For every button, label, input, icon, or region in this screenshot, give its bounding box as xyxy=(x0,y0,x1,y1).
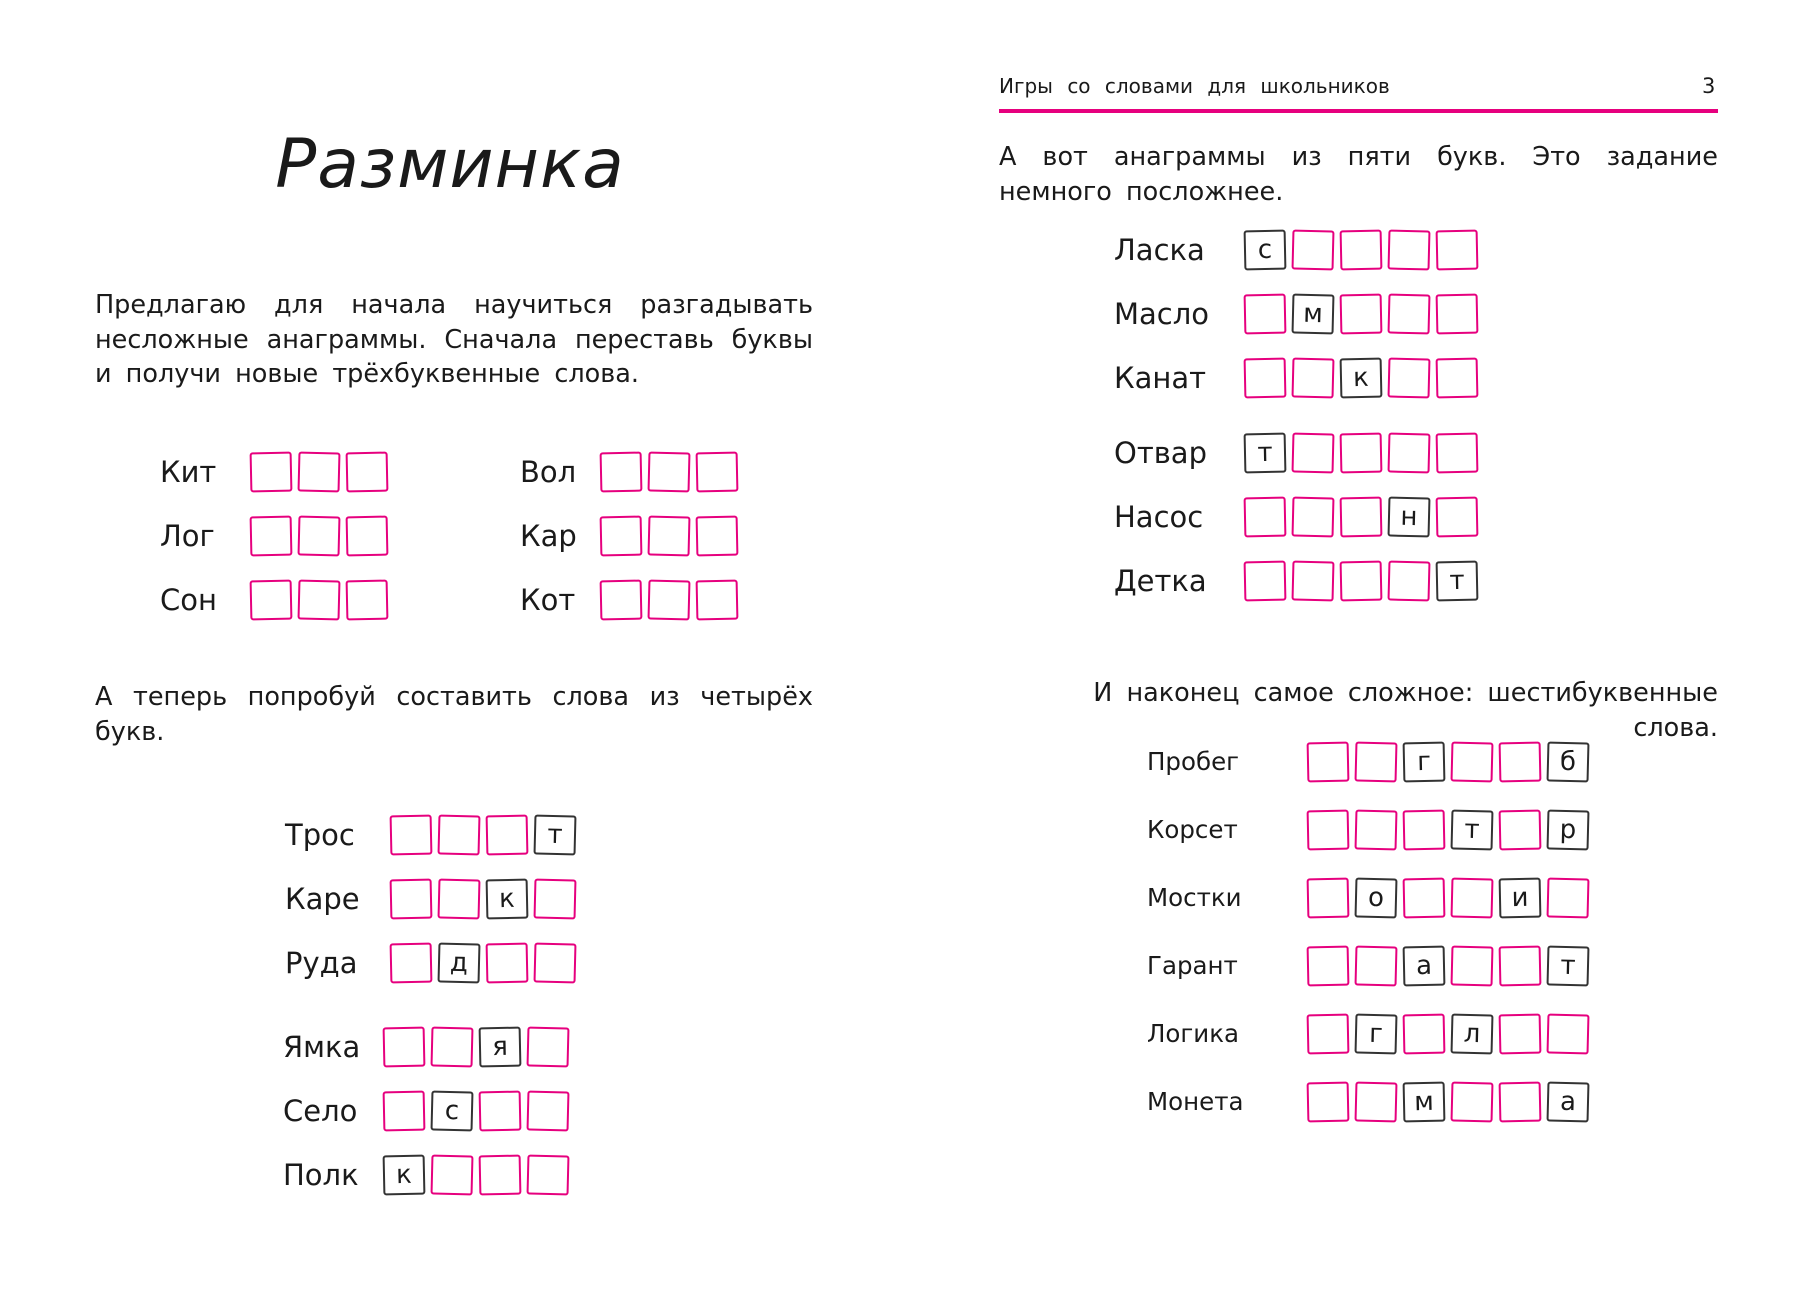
letter-box[interactable] xyxy=(390,879,433,920)
letter-box[interactable] xyxy=(479,1155,522,1196)
letter-box[interactable] xyxy=(1547,1013,1590,1054)
letter-box[interactable] xyxy=(390,815,433,856)
letter-box[interactable] xyxy=(1355,741,1398,782)
letter-boxes xyxy=(600,580,744,620)
anagram-word: Кот xyxy=(520,583,576,617)
anagram-word: Сон xyxy=(160,583,217,617)
letter-boxes xyxy=(383,1155,575,1195)
letter-box[interactable] xyxy=(1436,497,1479,538)
letter-box[interactable] xyxy=(1292,560,1335,601)
letter-box[interactable] xyxy=(1292,357,1335,398)
letter-boxes xyxy=(1307,1082,1595,1122)
letter-box[interactable] xyxy=(1388,357,1431,398)
anagram-word: Трос xyxy=(285,818,355,852)
letter-box[interactable] xyxy=(534,942,577,983)
letter-box[interactable] xyxy=(1388,560,1431,601)
letter-box[interactable] xyxy=(383,1027,426,1068)
letter-hint-box: г xyxy=(1403,742,1446,783)
letter-box[interactable] xyxy=(1307,742,1350,783)
letter-hint-box: о xyxy=(1355,877,1398,918)
anagram-word: Насос xyxy=(1114,500,1204,534)
anagram-word: Гарант xyxy=(1147,951,1238,980)
letter-hint-box: а xyxy=(1547,1081,1590,1122)
letter-hint-box: и xyxy=(1499,878,1542,919)
letter-box[interactable] xyxy=(346,516,389,557)
letter-hint-box: м xyxy=(1403,1082,1446,1123)
five-letter-intro: А вот анаграммы из пяти букв. Это задание немного посложнее. xyxy=(999,142,1718,207)
letter-boxes xyxy=(1244,230,1484,270)
letter-hint-box: т xyxy=(1451,809,1494,850)
letter-boxes xyxy=(1244,358,1484,398)
letter-box[interactable] xyxy=(1307,1014,1350,1055)
letter-box[interactable] xyxy=(1292,496,1335,537)
letter-box[interactable] xyxy=(1499,742,1542,783)
letter-box[interactable] xyxy=(438,814,481,855)
page-title: Разминка xyxy=(275,125,625,204)
letter-box[interactable] xyxy=(1547,877,1590,918)
letter-boxes xyxy=(600,516,744,556)
letter-boxes xyxy=(600,452,744,492)
anagram-word: Мостки xyxy=(1147,883,1242,912)
anagram-word: Логика xyxy=(1147,1019,1240,1048)
letter-box[interactable] xyxy=(1340,433,1383,474)
letter-boxes xyxy=(1244,433,1484,473)
letter-box[interactable] xyxy=(1355,1081,1398,1122)
letter-hint-box: м xyxy=(1292,293,1335,334)
letter-box[interactable] xyxy=(1307,810,1350,851)
letter-box[interactable] xyxy=(648,451,691,492)
letter-box[interactable] xyxy=(1436,358,1479,399)
letter-box[interactable] xyxy=(346,580,389,621)
letter-boxes xyxy=(390,879,582,919)
letter-box[interactable] xyxy=(1307,878,1350,919)
letter-hint-box: р xyxy=(1547,809,1590,850)
running-header: Игры со словами для школьников xyxy=(999,74,1390,98)
anagram-word: Ласка xyxy=(1114,233,1205,267)
four-letter-intro: А теперь попробуй составить слова из четырёх букв. xyxy=(95,682,813,747)
letter-box[interactable] xyxy=(1436,294,1479,335)
letter-box[interactable] xyxy=(600,580,643,621)
letter-box[interactable] xyxy=(1244,294,1287,335)
letter-box[interactable] xyxy=(527,1026,570,1067)
letter-hint-box: с xyxy=(431,1090,474,1131)
anagram-word: Ямка xyxy=(283,1030,361,1064)
letter-box[interactable] xyxy=(298,451,341,492)
letter-box[interactable] xyxy=(534,878,577,919)
letter-boxes xyxy=(1307,742,1595,782)
letter-boxes xyxy=(250,516,394,556)
letter-hint-box: я xyxy=(479,1027,522,1068)
letter-boxes xyxy=(1307,878,1595,918)
letter-box[interactable] xyxy=(390,943,433,984)
anagram-word: Корсет xyxy=(1147,815,1238,844)
six-letter-intro: И наконец самое сложное: шестибуквенные слова. xyxy=(1093,678,1718,743)
letter-box[interactable] xyxy=(1451,1081,1494,1122)
letter-box[interactable] xyxy=(486,815,529,856)
letter-boxes xyxy=(390,815,582,855)
letter-box[interactable] xyxy=(696,452,739,493)
letter-box[interactable] xyxy=(1403,878,1446,919)
letter-box[interactable] xyxy=(431,1154,474,1195)
letter-box[interactable] xyxy=(1451,945,1494,986)
letter-hint-box: т xyxy=(1436,561,1479,602)
letter-boxes xyxy=(1307,810,1595,850)
letter-hint-box: с xyxy=(1244,230,1287,271)
letter-box[interactable] xyxy=(1340,497,1383,538)
letter-box[interactable] xyxy=(479,1091,522,1132)
letter-box[interactable] xyxy=(1340,230,1383,271)
letter-box[interactable] xyxy=(1451,877,1494,918)
letter-box[interactable] xyxy=(648,515,691,556)
anagram-word: Детка xyxy=(1114,564,1207,598)
anagram-word: Кар xyxy=(520,519,577,553)
letter-box[interactable] xyxy=(1292,432,1335,473)
anagram-word: Руда xyxy=(285,946,358,980)
letter-hint-box: к xyxy=(383,1155,426,1196)
letter-box[interactable] xyxy=(1355,809,1398,850)
anagram-word: Лог xyxy=(160,519,215,553)
anagram-word: Каре xyxy=(285,882,360,916)
letter-hint-box: т xyxy=(1244,433,1287,474)
anagram-word: Монета xyxy=(1147,1087,1244,1116)
letter-box[interactable] xyxy=(648,579,691,620)
letter-box[interactable] xyxy=(431,1026,474,1067)
letter-box[interactable] xyxy=(250,580,293,621)
letter-box[interactable] xyxy=(250,452,293,493)
letter-box[interactable] xyxy=(696,516,739,557)
letter-boxes xyxy=(1307,946,1595,986)
letter-box[interactable] xyxy=(1388,432,1431,473)
letter-boxes xyxy=(1244,497,1484,537)
letter-boxes xyxy=(390,943,582,983)
letter-hint-box: д xyxy=(438,942,481,983)
letter-box[interactable] xyxy=(1355,945,1398,986)
letter-boxes xyxy=(383,1091,575,1131)
letter-boxes xyxy=(250,452,394,492)
letter-box[interactable] xyxy=(438,878,481,919)
letter-box[interactable] xyxy=(1244,561,1287,602)
anagram-word: Вол xyxy=(520,455,577,489)
intro-paragraph: Предлагаю для начала научиться разгадывать несложные анаграммы. Сначала переставь буквы и получи новые трёхбуквенные слова. xyxy=(95,290,813,389)
letter-box[interactable] xyxy=(1244,358,1287,399)
letter-box[interactable] xyxy=(250,516,293,557)
letter-box[interactable] xyxy=(1388,229,1431,270)
letter-box[interactable] xyxy=(1436,230,1479,271)
letter-box[interactable] xyxy=(346,452,389,493)
anagram-word: Пробег xyxy=(1147,747,1240,776)
letter-boxes xyxy=(1307,1014,1595,1054)
letter-box[interactable] xyxy=(1388,293,1431,334)
letter-hint-box: к xyxy=(1340,358,1383,399)
letter-box[interactable] xyxy=(1307,1082,1350,1123)
letter-box[interactable] xyxy=(1451,741,1494,782)
letter-box[interactable] xyxy=(1307,946,1350,987)
letter-boxes xyxy=(250,580,394,620)
letter-box[interactable] xyxy=(1244,497,1287,538)
letter-box[interactable] xyxy=(600,516,643,557)
letter-box[interactable] xyxy=(298,515,341,556)
letter-box[interactable] xyxy=(1499,810,1542,851)
letter-box[interactable] xyxy=(1499,946,1542,987)
letter-box[interactable] xyxy=(696,580,739,621)
letter-box[interactable] xyxy=(1403,1014,1446,1055)
letter-box[interactable] xyxy=(1340,561,1383,602)
letter-boxes xyxy=(383,1027,575,1067)
page-number: 3 xyxy=(1702,74,1716,98)
letter-box[interactable] xyxy=(486,943,529,984)
anagram-word: Село xyxy=(283,1094,358,1128)
header-rule xyxy=(999,109,1718,113)
letter-hint-box: л xyxy=(1451,1013,1494,1054)
letter-box[interactable] xyxy=(527,1090,570,1131)
letter-hint-box: г xyxy=(1355,1013,1398,1054)
anagram-word: Полк xyxy=(283,1158,359,1192)
letter-hint-box: н xyxy=(1388,496,1431,537)
letter-box[interactable] xyxy=(1403,810,1446,851)
letter-hint-box: т xyxy=(1547,945,1590,986)
letter-hint-box: а xyxy=(1403,946,1446,987)
letter-box[interactable] xyxy=(383,1091,426,1132)
letter-hint-box: к xyxy=(486,879,529,920)
anagram-word: Отвар xyxy=(1114,436,1207,470)
anagram-word: Кит xyxy=(160,455,217,489)
letter-boxes xyxy=(1244,294,1484,334)
letter-box[interactable] xyxy=(1436,433,1479,474)
anagram-word: Масло xyxy=(1114,297,1210,331)
letter-box[interactable] xyxy=(1499,1014,1542,1055)
letter-box[interactable] xyxy=(1340,294,1383,335)
anagram-word: Канат xyxy=(1114,361,1206,395)
letter-hint-box: б xyxy=(1547,741,1590,782)
letter-hint-box: т xyxy=(534,814,577,855)
letter-box[interactable] xyxy=(1292,229,1335,270)
letter-box[interactable] xyxy=(1499,1082,1542,1123)
letter-box[interactable] xyxy=(298,579,341,620)
letter-box[interactable] xyxy=(600,452,643,493)
letter-boxes xyxy=(1244,561,1484,601)
letter-box[interactable] xyxy=(527,1154,570,1195)
